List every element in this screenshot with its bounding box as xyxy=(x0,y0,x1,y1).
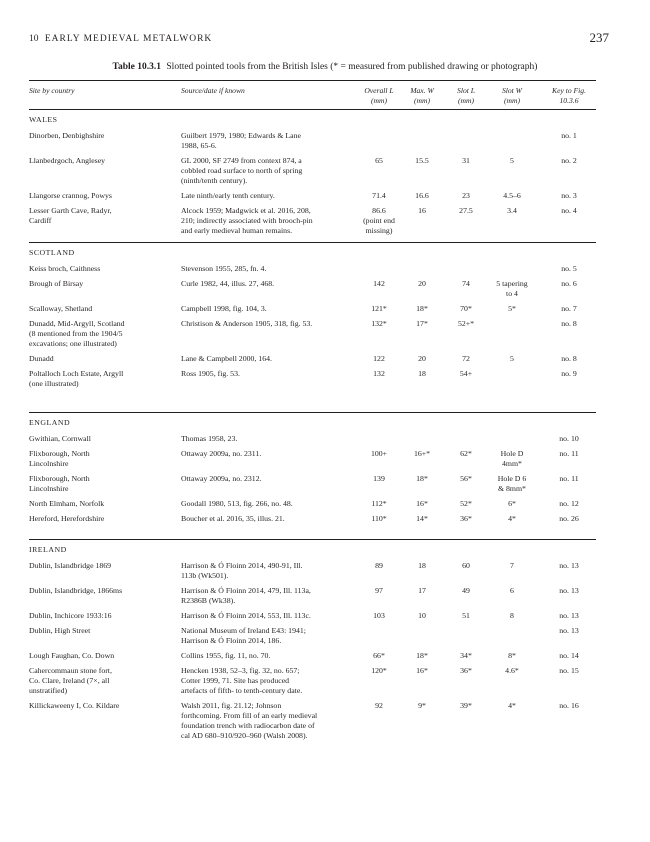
slot-width-cell: 6* xyxy=(508,499,516,508)
table-caption-text: Slotted pointed tools from the British Isles (* = measured from published drawing or photograph) xyxy=(166,62,538,72)
max-width-cell: 20 xyxy=(418,354,426,363)
fig-key-cell: no. 13 xyxy=(559,586,579,595)
overall-length-cell: 65 xyxy=(375,156,383,165)
overall-length-cell: 112* xyxy=(371,499,387,508)
fig-key-cell: no. 8 xyxy=(561,354,577,363)
fig-key-cell: no. 6 xyxy=(561,279,577,288)
slot-width-cell: Hole D 4mm* xyxy=(500,449,524,468)
site-cell: Poltalloch Loch Estate, Argyll (one illustrated) xyxy=(29,369,124,388)
max-width-cell: 17 xyxy=(418,586,426,595)
overall-length-cell: 122 xyxy=(373,354,385,363)
max-width-cell: 14* xyxy=(416,514,428,523)
section-rule xyxy=(29,242,596,243)
max-width-cell: 18 xyxy=(418,561,426,570)
slot-length-cell: 52* xyxy=(460,499,472,508)
overall-length-cell: 120* xyxy=(371,666,387,675)
header-bottom-rule xyxy=(29,109,596,110)
chapter-title: EARLY MEDIEVAL METALWORK xyxy=(44,34,213,44)
source-cell: GL 2000, SF 2749 from context 874, a cobbled road surface to north of spring (ninth/tenth century). xyxy=(181,156,303,185)
fig-key-cell: no. 10 xyxy=(559,434,579,443)
site-cell: Flixborough, North Lincolnshire xyxy=(29,474,90,493)
overall-length-cell: 132* xyxy=(371,319,387,328)
overall-length-cell: 110* xyxy=(371,514,387,523)
fig-key-cell: no. 2 xyxy=(561,156,577,165)
site-cell: Llanbedrgoch, Anglesey xyxy=(29,156,106,165)
site-cell: Cahercommaun stone fort, Co. Clare, Ireland (7×, all unstratified) xyxy=(29,666,112,695)
slot-length-cell: 56* xyxy=(460,474,472,483)
source-cell: Ross 1905, fig. 53. xyxy=(181,369,240,378)
source-cell: Hencken 1938, 52–3, fig. 32, no. 657; Cotter 1999, 71. Site has produced artefacts of fifth- to tenth-century date. xyxy=(181,666,303,695)
max-width-cell: 16* xyxy=(416,499,428,508)
fig-key-cell: no. 3 xyxy=(561,191,577,200)
overall-length-cell: 139 xyxy=(373,474,385,483)
source-cell: Boucher et al. 2016, 35, illus. 21. xyxy=(181,514,285,523)
fig-key-cell: no. 1 xyxy=(561,131,577,140)
max-width-cell: 9* xyxy=(418,701,426,710)
header-site: Site by country xyxy=(29,86,75,95)
section-heading: WALES xyxy=(29,115,58,124)
site-cell: Gwithian, Cornwall xyxy=(29,434,91,443)
source-cell: Thomas 1958, 23. xyxy=(181,434,238,443)
slot-width-cell: 4.6* xyxy=(505,666,519,675)
header-slot-length: Slot L (mm) xyxy=(457,86,475,105)
slot-length-cell: 36* xyxy=(460,666,472,675)
site-cell: Dublin, Islandbridge 1869 xyxy=(29,561,112,570)
overall-length-cell: 89 xyxy=(375,561,383,570)
fig-key-cell: no. 4 xyxy=(561,206,577,215)
source-cell: Late ninth/early tenth century. xyxy=(181,191,275,200)
source-cell: Harrison & Ó Floinn 2014, 479, Ill. 113a, R2386B (Wk38). xyxy=(181,586,311,605)
site-cell: Lesser Garth Cave, Radyr, Cardiff xyxy=(29,206,112,225)
slot-length-cell: 51 xyxy=(462,611,470,620)
slot-length-cell: 72 xyxy=(462,354,470,363)
slot-width-cell: Hole D 6 & 8mm* xyxy=(497,474,527,493)
slot-width-cell: 8 xyxy=(510,611,514,620)
fig-key-cell: no. 16 xyxy=(559,701,579,710)
fig-key-cell: no. 9 xyxy=(561,369,577,378)
section-heading: ENGLAND xyxy=(29,418,71,427)
site-cell: Keiss broch, Caithness xyxy=(29,264,101,273)
overall-length-cell: 121* xyxy=(371,304,387,313)
running-head xyxy=(29,34,212,44)
fig-key-cell: no. 26 xyxy=(559,514,579,523)
section-rule xyxy=(29,539,596,540)
max-width-cell: 18* xyxy=(416,304,428,313)
source-cell: Goodall 1980, 513, fig. 266, no. 48. xyxy=(181,499,293,508)
header-slot-width: Slot W (mm) xyxy=(501,86,523,105)
site-cell: Dunadd, Mid-Argyll, Scotland (8 mentioned from the 1904/5 excavations; one illustrated) xyxy=(29,319,125,348)
slot-length-cell: 34* xyxy=(460,651,472,660)
slot-length-cell: 23 xyxy=(462,191,470,200)
max-width-cell: 17* xyxy=(416,319,428,328)
source-cell: Campbell 1998, fig. 104, 3. xyxy=(181,304,267,313)
slot-width-cell: 5* xyxy=(508,304,516,313)
header-source: Source/date if known xyxy=(181,86,245,95)
overall-length-cell: 100+ xyxy=(370,449,388,458)
section-heading: IRELAND xyxy=(29,545,67,554)
max-width-cell: 18* xyxy=(416,474,428,483)
slot-length-cell: 60 xyxy=(462,561,470,570)
site-cell: Flixborough, North Lincolnshire xyxy=(29,449,90,468)
source-cell: Harrison & Ó Floinn 2014, 490-91, Ill. 113b (Wk501). xyxy=(181,561,303,580)
site-cell: Dublin, Islandbridge, 1866ms xyxy=(29,586,123,595)
site-cell: Dunadd xyxy=(29,354,54,363)
fig-key-cell: no. 13 xyxy=(559,626,579,635)
site-cell: Killickaweeny I, Co. Kildare xyxy=(29,701,120,710)
overall-length-cell: 92 xyxy=(375,701,383,710)
site-cell: Dublin, Inchicore 1933:16 xyxy=(29,611,112,620)
source-cell: Collins 1955, fig. 11, no. 70. xyxy=(181,651,271,660)
slot-length-cell: 36* xyxy=(460,514,472,523)
slot-width-cell: 5 xyxy=(510,156,514,165)
max-width-cell: 15.5 xyxy=(415,156,429,165)
site-cell: Lough Faughan, Co. Down xyxy=(29,651,115,660)
slot-width-cell: 5 xyxy=(510,354,514,363)
fig-key-cell: no. 8 xyxy=(561,319,577,328)
header-overall-length: Overall L (mm) xyxy=(364,86,394,105)
table-label: Table 10.3.1 xyxy=(112,62,162,72)
fig-key-cell: no. 12 xyxy=(559,499,579,508)
source-cell: Christison & Anderson 1905, 318, fig. 53. xyxy=(181,319,313,328)
site-cell: North Elmham, Norfolk xyxy=(29,499,105,508)
slot-length-cell: 74 xyxy=(462,279,470,288)
source-cell: Guilbert 1979, 1980; Edwards & Lane 1988, 65-6. xyxy=(181,131,301,150)
fig-key-cell: no. 5 xyxy=(561,264,577,273)
slot-length-cell: 49 xyxy=(462,586,470,595)
page-number: 237 xyxy=(589,30,609,45)
max-width-cell: 10 xyxy=(418,611,426,620)
overall-length-cell: 86.6 (point end missing) xyxy=(363,206,395,235)
max-width-cell: 20 xyxy=(418,279,426,288)
header-fig-key: Key to Fig. 10.3.6 xyxy=(552,86,586,105)
source-cell: Alcock 1959; Madgwick et al. 2016, 208, 210; indirectly associated with brooch-pin and early medieval human remains. xyxy=(181,206,313,235)
site-cell: Llangorse crannog, Powys xyxy=(29,191,112,200)
slot-length-cell: 62* xyxy=(460,449,472,458)
source-cell: National Museum of Ireland E43: 1941; Harrison & Ó Floinn 2014, 186. xyxy=(181,626,306,645)
header-max-width: Max. W (mm) xyxy=(410,86,434,105)
max-width-cell: 16 xyxy=(418,206,426,215)
source-cell: Ottaway 2009a, no. 2312. xyxy=(181,474,262,483)
site-cell: Dinorben, Denbighshire xyxy=(29,131,105,140)
max-width-cell: 16.6 xyxy=(415,191,429,200)
slot-width-cell: 3.4 xyxy=(507,206,517,215)
slot-width-cell: 8* xyxy=(508,651,516,660)
max-width-cell: 16* xyxy=(416,666,428,675)
slot-width-cell: 6 xyxy=(510,586,514,595)
source-cell: Walsh 2011, fig. 21.12; Johnson forthcoming. From fill of an early medieval foundation trench with radiocarbon date of cal AD 680–910/920–960 (Walsh 2008). xyxy=(181,701,318,740)
section-heading: SCOTLAND xyxy=(29,248,75,257)
overall-length-cell: 97 xyxy=(375,586,383,595)
slot-width-cell: 4.5–6 xyxy=(503,191,521,200)
source-cell: Harrison & Ó Floinn 2014, 553, Ill. 113c. xyxy=(181,611,311,620)
fig-key-cell: no. 15 xyxy=(559,666,579,675)
source-cell: Curle 1982, 44, illus. 27, 468. xyxy=(181,279,275,288)
source-cell: Lane & Campbell 2000, 164. xyxy=(181,354,272,363)
site-cell: Hereford, Herefordshire xyxy=(29,514,105,523)
site-cell: Dublin, High Street xyxy=(29,626,91,635)
slot-length-cell: 31 xyxy=(462,156,470,165)
overall-length-cell: 71.4 xyxy=(372,191,386,200)
fig-key-cell: no. 13 xyxy=(559,611,579,620)
chapter-number: 10 xyxy=(29,34,39,44)
overall-length-cell: 142 xyxy=(373,279,385,288)
max-width-cell: 18 xyxy=(418,369,426,378)
table-caption xyxy=(0,62,650,72)
slot-width-cell: 5 tapering to 4 xyxy=(496,279,528,298)
fig-key-cell: no. 11 xyxy=(559,474,579,483)
source-cell: Ottaway 2009a, no. 2311. xyxy=(181,449,262,458)
site-cell: Scalloway, Shetland xyxy=(29,304,93,313)
fig-key-cell: no. 13 xyxy=(559,561,579,570)
slot-length-cell: 54+ xyxy=(459,369,473,378)
table-top-rule xyxy=(29,80,596,81)
slot-length-cell: 39* xyxy=(460,701,472,710)
max-width-cell: 18* xyxy=(416,651,428,660)
slot-length-cell: 52+* xyxy=(457,319,475,328)
overall-length-cell: 66* xyxy=(373,651,385,660)
slot-width-cell: 4* xyxy=(508,701,516,710)
site-cell: Brough of Birsay xyxy=(29,279,84,288)
fig-key-cell: no. 14 xyxy=(559,651,579,660)
fig-key-cell: no. 11 xyxy=(559,449,579,458)
slot-width-cell: 4* xyxy=(508,514,516,523)
slot-width-cell: 7 xyxy=(510,561,514,570)
slot-length-cell: 70* xyxy=(460,304,472,313)
section-rule xyxy=(29,412,596,413)
slot-length-cell: 27.5 xyxy=(459,206,473,215)
fig-key-cell: no. 7 xyxy=(561,304,577,313)
max-width-cell: 16+* xyxy=(413,449,431,458)
overall-length-cell: 103 xyxy=(373,611,385,620)
overall-length-cell: 132 xyxy=(373,369,385,378)
source-cell: Stevenson 1955, 285, fn. 4. xyxy=(181,264,267,273)
